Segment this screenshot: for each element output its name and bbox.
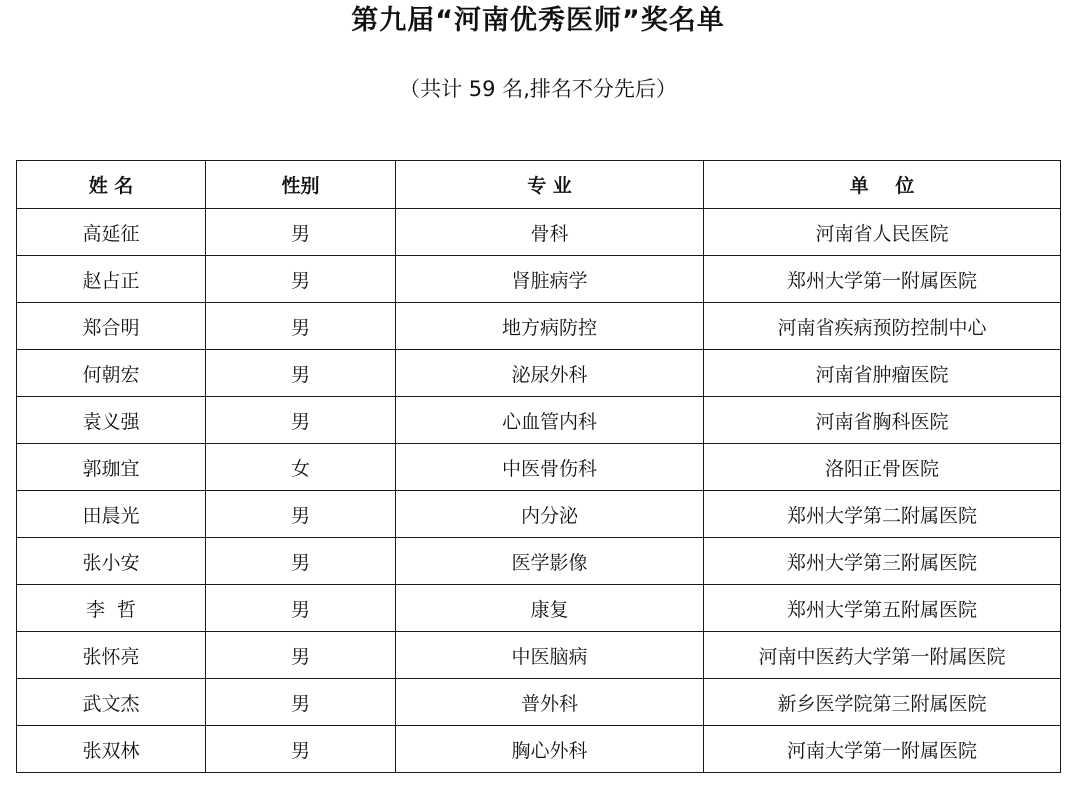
cell-unit: 新乡医学院第三附属医院: [704, 679, 1061, 726]
cell-gender: 男: [206, 303, 396, 350]
cell-name: 郭珈宜: [17, 444, 206, 491]
cell-major: 胸心外科: [396, 726, 704, 773]
document-title: 第九届“河南优秀医师”奖名单: [351, 5, 725, 36]
cell-major: 内分泌: [396, 491, 704, 538]
cell-major: 肾脏病学: [396, 256, 704, 303]
cell-unit: 郑州大学第五附属医院: [704, 585, 1061, 632]
cell-unit: 河南省人民医院: [704, 209, 1061, 256]
cell-name: 张小安: [17, 538, 206, 585]
cell-unit: 郑州大学第二附属医院: [704, 491, 1061, 538]
table-row: [17, 397, 1061, 444]
cell-major: 骨科: [396, 209, 704, 256]
cell-gender: 男: [206, 491, 396, 538]
cell-major: 普外科: [396, 679, 704, 726]
cell-major: 医学影像: [396, 538, 704, 585]
cell-major: 地方病防控: [396, 303, 704, 350]
cell-gender: 男: [206, 256, 396, 303]
cell-unit: 河南省疾病预防控制中心: [704, 303, 1061, 350]
cell-name: 武文杰: [17, 679, 206, 726]
table-row: [17, 209, 1061, 256]
table-row: [17, 726, 1061, 773]
cell-major: 心血管内科: [396, 397, 704, 444]
cell-gender: 男: [206, 726, 396, 773]
cell-unit: 河南中医药大学第一附属医院: [704, 632, 1061, 679]
column-header-unit: 单 位: [704, 161, 1061, 209]
cell-major: 中医脑病: [396, 632, 704, 679]
cell-name: 赵占正: [17, 256, 206, 303]
cell-name: 何朝宏: [17, 350, 206, 397]
cell-gender: 男: [206, 397, 396, 444]
column-header-major: 专 业: [396, 161, 704, 209]
cell-unit: 洛阳正骨医院: [704, 444, 1061, 491]
cell-major: 中医骨伤科: [396, 444, 704, 491]
award-list-table: [16, 160, 1061, 773]
cell-gender: 男: [206, 209, 396, 256]
cell-gender: 男: [206, 538, 396, 585]
table-row: [17, 679, 1061, 726]
cell-unit: 郑州大学第三附属医院: [704, 538, 1061, 585]
cell-gender: 男: [206, 585, 396, 632]
cell-name: 张双林: [17, 726, 206, 773]
cell-major: 泌尿外科: [396, 350, 704, 397]
table-row: [17, 444, 1061, 491]
cell-gender: 男: [206, 350, 396, 397]
table-header: [17, 161, 1061, 209]
table-row: [17, 491, 1061, 538]
table-row: [17, 538, 1061, 585]
column-header-name: 姓 名: [17, 161, 206, 209]
cell-unit: 河南省胸科医院: [704, 397, 1061, 444]
cell-unit: 河南大学第一附属医院: [704, 726, 1061, 773]
cell-name: 田晨光: [17, 491, 206, 538]
table-row: [17, 256, 1061, 303]
table-body: [17, 209, 1061, 773]
cell-name: 袁义强: [17, 397, 206, 444]
cell-name: 张怀亮: [17, 632, 206, 679]
cell-gender: 女: [206, 444, 396, 491]
table-row: [17, 350, 1061, 397]
cell-name: 李 哲: [17, 585, 206, 632]
cell-unit: 郑州大学第一附属医院: [704, 256, 1061, 303]
cell-gender: 男: [206, 679, 396, 726]
table-row: [17, 632, 1061, 679]
table-row: [17, 585, 1061, 632]
table-row: [17, 303, 1061, 350]
column-header-gender: 性别: [206, 161, 396, 209]
cell-gender: 男: [206, 632, 396, 679]
cell-unit: 河南省肿瘤医院: [704, 350, 1061, 397]
document-subtitle: （共计 59 名,排名不分先后）: [399, 77, 677, 101]
cell-name: 郑合明: [17, 303, 206, 350]
cell-major: 康复: [396, 585, 704, 632]
cell-name: 高延征: [17, 209, 206, 256]
table-header-row: [17, 161, 1061, 209]
